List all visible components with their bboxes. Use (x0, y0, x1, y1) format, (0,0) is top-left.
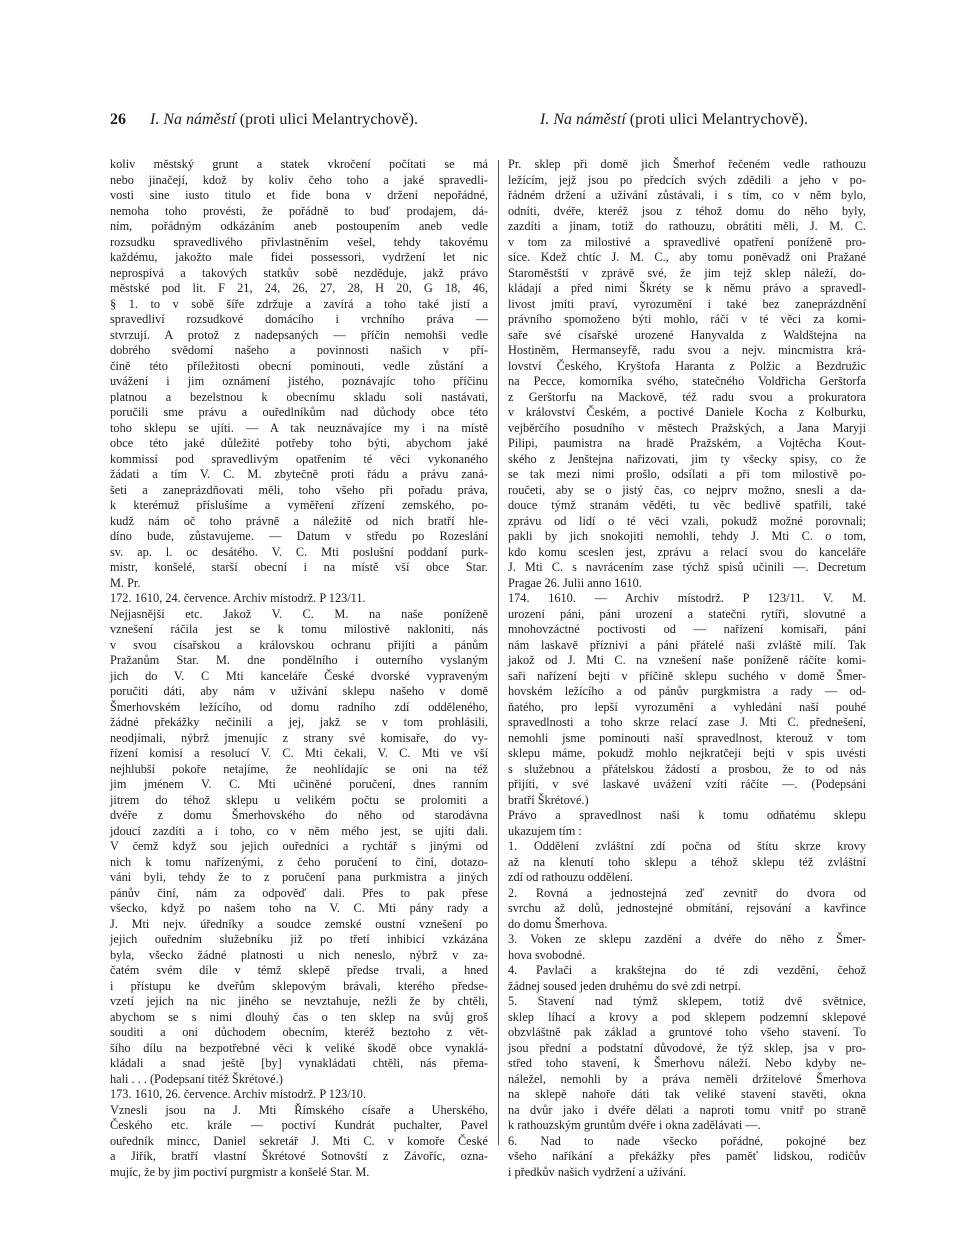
text-line: k rathouzským gruntům dvéře i okna zadělávati —. (508, 1118, 761, 1132)
text-line: douce týmž stranám věděti, tu věc bedlivě spatřili, také (508, 498, 866, 512)
text-line: 174. 1610. — Archiv místodrž. P 123/11. V. M. (508, 591, 866, 605)
text-line: jsou přední a podstatní důvodové, že týž sklep, jsa v pro- (508, 1040, 866, 1055)
text-line: i přístupu ke dveřům sklepovým brávali, kterého předse- (110, 978, 488, 993)
text-line: jim jménem V. C. Mti učiněné poručení, dnes ranním (110, 777, 488, 791)
text-line: síce. Kdež chtíc J. M. C., aby tomu poněvadž oni Pražané (508, 250, 866, 264)
text-line: spravedlnosti a toho skrze relací zase J. Mti C. přednešení, (508, 715, 866, 729)
text-line: zazdíti a jinam, totiž do rathouzu, obrátiti měli, J. M. C. (508, 219, 866, 233)
text-line: na Pecce, komorníka svého, statečného Voldřicha Gerštorfa (508, 374, 866, 388)
text-line: v tom za milostivé a spravedlivé opatření poníženě pro- (508, 234, 866, 249)
text-line: jdoucí zazdíti a i toho, co v něm mého jest, se ujíti dali. (110, 823, 488, 838)
right-text-column (508, 157, 866, 1180)
page-header-left (110, 110, 418, 130)
left-text-column (110, 157, 488, 1180)
text-line: žádnej soused jeden druhému do své zdi netrpí. (508, 978, 741, 993)
text-line: zprávu od lidí o té věci vzali, pokudž možné porovnali; (508, 513, 866, 528)
text-line: obzvláštně pak základ a gruntové toho všeho stavení. To (508, 1025, 866, 1039)
text-line: Vznesli jsou na J. Mti Římského císaře a Uherského, (110, 1102, 488, 1117)
text-line: dobrého svědomí našeho a povinnosti našich v pří- (110, 343, 488, 357)
text-line: kudž nám oč toho právně a náležitě od nich bratří hle- (110, 513, 488, 528)
text-line: kládají a před nimi Škréty se k němu právo a spravedl- (508, 281, 866, 295)
header-subtitle: (proti ulici Melantrychově). (239, 111, 418, 128)
text-line: kdo komu sceslen jest, zprávu a relací svou do kanceláře (508, 544, 866, 559)
text-line: nám laskavě příznivi a páni přátelé naši zvláště milí. Tak (508, 637, 866, 652)
text-line: a Jiřík, bratří vlastní Škrétové Sotnovští z Závoříc, ozna- (110, 1149, 488, 1163)
text-line: neodjímali, nýbrž jmenujíc z strany své komisaře, do vy- (110, 730, 488, 745)
text-line: Hostiněm, Hermanseyfě, radu svou a nejv. mincmistra krá- (508, 343, 866, 357)
text-line: právního spomoženo býti mohlo, ráčí v té věci za komi- (508, 312, 866, 326)
text-line: čině této příležitosti obecní pominouti, vedle zůstání a (110, 358, 488, 373)
text-line: šího dílu na bezpotřebné věci k veliké škodě obce vynaklá- (110, 1040, 488, 1055)
text-line: nejhlubší pokoře netajíme, že neohlídajíc se oni na též (110, 761, 488, 776)
text-line: pánův činí, nám za odpověď dali. Přes to pak přese (110, 885, 488, 900)
text-line: městské pod lit. F 21, 24, 26, 27, 28, H 20, G 18, 46, (110, 281, 488, 295)
text-line: 1. Oddělení zvláštní zdí počna od štítu skrze krovy (508, 839, 866, 853)
text-line: V čemž když sou jejich ouředníci a rychtář s jinými od (110, 839, 488, 853)
text-line: sklep líhací a krovy a pod sklepem podzemní sklepové (508, 1009, 866, 1024)
text-line: Šmerhovském ležícího, od domu radního zdí odděleného, (110, 699, 488, 714)
text-line: 3. Voken ze sklepu zazdění a dvéře do něho z Šmer- (508, 932, 866, 946)
header-title: I. Na náměstí (540, 111, 626, 128)
text-line: do domu Šmerhova. (508, 916, 608, 931)
page-number: 26 (110, 111, 126, 128)
text-line: Nejjasnější etc. Jakož V. C. M. na naše poníženě (110, 606, 488, 621)
text-line: vejběrčího posudního v městech Pražských, a Jana Maryji (508, 420, 866, 435)
text-line: nemoha toho provésti, že pořádně to buď prodajem, dá- (110, 203, 488, 218)
text-line: čatém svém díle v témž sklepě předse trvali, a hned (110, 963, 488, 977)
text-line: hali . . . (Podepsaní titéž Škrétové.) (110, 1071, 283, 1086)
text-line: obce této jaké důležité potřeby toho býti, abychom jaké (110, 436, 488, 450)
page-header-right (540, 110, 808, 130)
text-line: sklepu máme, pokudž mohlo nejkratčeji bejti v spis uvésti (508, 746, 866, 760)
text-line: stvrzují. A protož z nadepsaných — příčin nemohši vedle (110, 327, 488, 342)
text-line: vznešení ráčila jest se k tomu milostivě nakloniti, nás (110, 622, 488, 636)
text-line: mujíc, že by jim poctiví purgmistr a konšelé Star. M. (110, 1164, 370, 1179)
text-line: nich k tomu nařízenými, z čeho poručení to činí, dotazo- (110, 854, 488, 869)
text-line: žádné překážky nečinili a jej, jakž se v tom prohlásili, (110, 715, 488, 729)
text-line: svrchu až dolů, jednostejné obmítání, rejsování a kavřince (508, 901, 866, 915)
text-line: rozsudku spravedlivého přivlastněním vešel, tehdy takovému (110, 234, 488, 249)
text-line: vzetí jejich na nic jiného se nevztahuje, nežli že by chtěli, (110, 994, 488, 1008)
text-line: ním, pořádným odkázáním aneb postoupením aneb vedle (110, 219, 488, 233)
text-line: k kterémuž příslušíme a vyměření zřízení zemského, po- (110, 498, 488, 512)
text-line: spravedliví rozsudkové domácího i vrchního práva — (110, 312, 488, 326)
text-line: všecko, když po našem toho na V. C. Mti pány rady a (110, 901, 488, 915)
text-line: saře své císařské urozené Hanyvalda z Waldštejna na (508, 327, 866, 342)
text-line: Pragae 26. Julii anno 1610. (508, 575, 642, 590)
text-line: mistr, konšelé, starší obecní i na místě vší obce Star. (110, 560, 488, 574)
text-line: byla, všecko žádné platnosti u nich neneslo, nýbrž v za- (110, 947, 488, 962)
text-line: hovském ležícího a od pánův purgkmistra a rady — od- (508, 684, 866, 698)
text-line: i předkův našich vydržení a užívání. (508, 1164, 687, 1179)
text-line: J. Mti nejv. úředníky a soudce zemské oustní vznešení po (110, 916, 488, 931)
text-line: žádati a tím V. C. M. zbytečně proti řádu a právu zaná- (110, 467, 488, 481)
text-line: v království Českém, a poctivé Daniele Kocha z Kolburku, (508, 405, 866, 419)
text-line: ukazujem tím : (508, 823, 582, 838)
text-line: na dvůr jako i dvéře dělati a naproti tomu vnitř po straně (508, 1102, 866, 1117)
text-line: jakož od J. Mti C. na vznešení naše poníženě ráčíte komi- (508, 653, 866, 667)
text-line: kommissí pod spravedlivým opatřením té věci vykonaného (110, 451, 488, 466)
text-line: nemohli jsme pominouti naší spravedlnost, kterouž v tom (508, 730, 866, 745)
text-line: saři nařízení bejti v příčině sklepu suchého v domě Šmer- (508, 668, 866, 683)
text-line: kládali a snad ještě [by] vynakládati chtěli, nás přema- (110, 1056, 488, 1070)
text-line: Pilipi, paumistra na hradě Pražském, a Vojtěcha Kout- (508, 436, 866, 450)
text-line: souditi a oni důchodem obecním, kteréž beztoho z vět- (110, 1025, 488, 1039)
text-line: 173. 1610, 26. července. Archiv místodrž. P 123/10. (110, 1087, 367, 1101)
text-line: 5. Stavení nad týmž sklepem, totiž dvě světnice, (508, 994, 866, 1008)
text-line: pakli by jich snokojiti nemohli, tehdy J. Mti C. o tom, (508, 529, 866, 543)
text-line: mnohovzáctné poctivosti od — nařízení komisaři, páni (508, 622, 866, 636)
text-line: platnou a bezelstnou k obecnímu skladu soli nastávati, (110, 389, 488, 404)
text-line: Staroměstští v zprávě své, že jim tejž sklep náleží, do- (508, 265, 866, 280)
text-line: dvéře z domu Šmerhovského do něho od starodávna (110, 808, 488, 822)
header-subtitle: (proti ulici Melantrychově). (629, 111, 808, 128)
text-line: jitrem do téhož sklepu u velikém počtu se prolomiti a (110, 792, 488, 807)
header-title: I. Na náměstí (150, 111, 236, 128)
text-line: toho sklepu se ujíti. — A tak neuznávajíce my i na místě (110, 420, 488, 435)
text-line: zdí od rathouzu oddělení. (508, 870, 633, 884)
text-line: 2. Rovná a jednostejná zeď zevnitř do dvora od (508, 885, 866, 900)
text-line: bratří Škrétové.) (508, 792, 589, 807)
text-line: ského z Jenštejna nařizovati, jim ty všecky spisy, co že (508, 451, 866, 466)
text-line: z Gerštorfu na Mackově, též radu svou a prokuratora (508, 389, 866, 404)
text-line: všeho naříkání a překážky přes paměť lidskou, rodičův (508, 1149, 866, 1163)
text-line: nebo jinačejí, kdož by koliv čeho toho a jaké spravedli- (110, 172, 488, 187)
text-line: v svou císařskou a královskou ochranu přijíti a pánům (110, 637, 488, 652)
text-line: s služebnou a přátelskou žádostí a prosbou, že to od nás (508, 761, 866, 776)
text-line: vosti sine iusto titulo et fide bona v držení nepořádné, (110, 188, 488, 202)
text-line: abychom se s nimi dlouhý čas o ten sklep na svůj groš (110, 1009, 488, 1024)
text-line: na sklepě nahoře dáti tak veliké stavení stavěti, okna (508, 1087, 866, 1101)
text-line: M. Pr. (110, 575, 141, 590)
text-line: sv. ap. l. oc desátého. V. C. Mti poslušní poddaní purk- (110, 544, 488, 559)
text-line: náležel, nemohli by a práva neměli držitelové Šmerhova (508, 1071, 866, 1086)
text-line: šeti a zaneprázdňovati měli, toho všeho při pořadu práva, (110, 482, 488, 497)
text-line: až na klenutí toho sklepu a téhož sklepu též zvláštní (508, 854, 866, 869)
text-line: neprospívá a takových statkův sobě nezděduje, jakž právo (110, 265, 488, 280)
text-line: se tak mezi nimi prošlo, odsílati a při tom milostivě po- (508, 467, 866, 481)
text-line: koliv městský grunt a statek vkročení počítati se má (110, 157, 488, 171)
text-line: poručili sme právu a ouředlníkům nad důchody obce této (110, 405, 488, 419)
text-line: livost jmíti praví, vyrozumění i také bez zaneprázdnění (508, 296, 866, 311)
text-line: střed toho stavení, k Šmerhovu náleží. Nebo kdyby ne- (508, 1056, 866, 1070)
text-line: hova svobodné. (508, 947, 586, 962)
text-line: 4. Pavlači a krakštejna do té zdi vezdění, čehož (508, 963, 866, 977)
text-line: ňatého, pro lepší vyrozumění a vyhledání naší pouhé (508, 699, 866, 714)
text-line: roučeti, aby se o jistý čas, co nejprv možno, snesli a da- (508, 482, 866, 497)
text-line: Pr. sklep při domě jich Šmerhof řečeném vedle rathouzu (508, 157, 866, 171)
text-line: jich do V. C Mti kanceláře České dvorské vypraveným (110, 668, 488, 683)
text-line: řádném držení a užívání zůstávali, i s tím, co v něm bylo, (508, 188, 866, 202)
text-line: poručiti dáti, aby nám v užívání sklepu našeho v domě (110, 684, 488, 698)
text-line: § 1. to v sobě šíře zdržuje a zavírá a toho také jistí a (110, 296, 488, 311)
text-line: 172. 1610, 24. července. Archiv místodrž. P 123/11. (110, 591, 366, 605)
text-line: díno bude, zůstavujeme. — Datum v středu po Rozeslání (110, 529, 488, 543)
text-line: přijíti, v své laskavé uvážení vzíti ráčíte —. (Podepsáni (508, 777, 866, 791)
text-line: ležícím, jejž jsou po předcích svých zdědili a jeho v po- (508, 172, 866, 187)
text-line: Pražanům Star. M. dne pondělního i outerního vyslaným (110, 653, 488, 667)
text-line: lovství Českého, Kryštofa Haranta z Polžic a Bezdružic (508, 358, 866, 373)
text-line: uvážení i jim oznámení jistého, poznávajíc toho příčinu (110, 374, 488, 388)
text-line: jejich ouředním služebníku již po třetí inhibicí vzkázána (110, 932, 488, 946)
text-line: řízení komisí a resolucí V. C. Mti čekali, V. C. Mti ve vší (110, 746, 488, 760)
text-line: každému, jakožto male fidei possessori, vydržení let nic (110, 250, 488, 264)
text-line: J. Mti C. s navrácením zase týchž spisů učinili —. Decretum (508, 560, 866, 574)
text-line: urození páni, páni urození a statečni rytíři, slovutné a (508, 606, 866, 621)
text-line: ouředník mincc, Daniel sekretář J. Mti C. v komoře České (110, 1133, 488, 1148)
text-line: Právo a spravedlnost naši k tomu odňatému sklepu (508, 808, 866, 822)
column-divider (498, 160, 499, 1145)
text-line: Českého etc. krále — poctiví Kundrát puchalter, Pavel (110, 1118, 488, 1132)
text-line: odníti, dvéře, kteréž jsou z téhož domu do něho byly, (508, 203, 866, 218)
text-line: váni byli, tehdy že to z poručení pana purkmistra a jiných (110, 870, 488, 884)
text-line: 6. Nad to nade všecko pořádné, pokojné bez (508, 1133, 866, 1148)
